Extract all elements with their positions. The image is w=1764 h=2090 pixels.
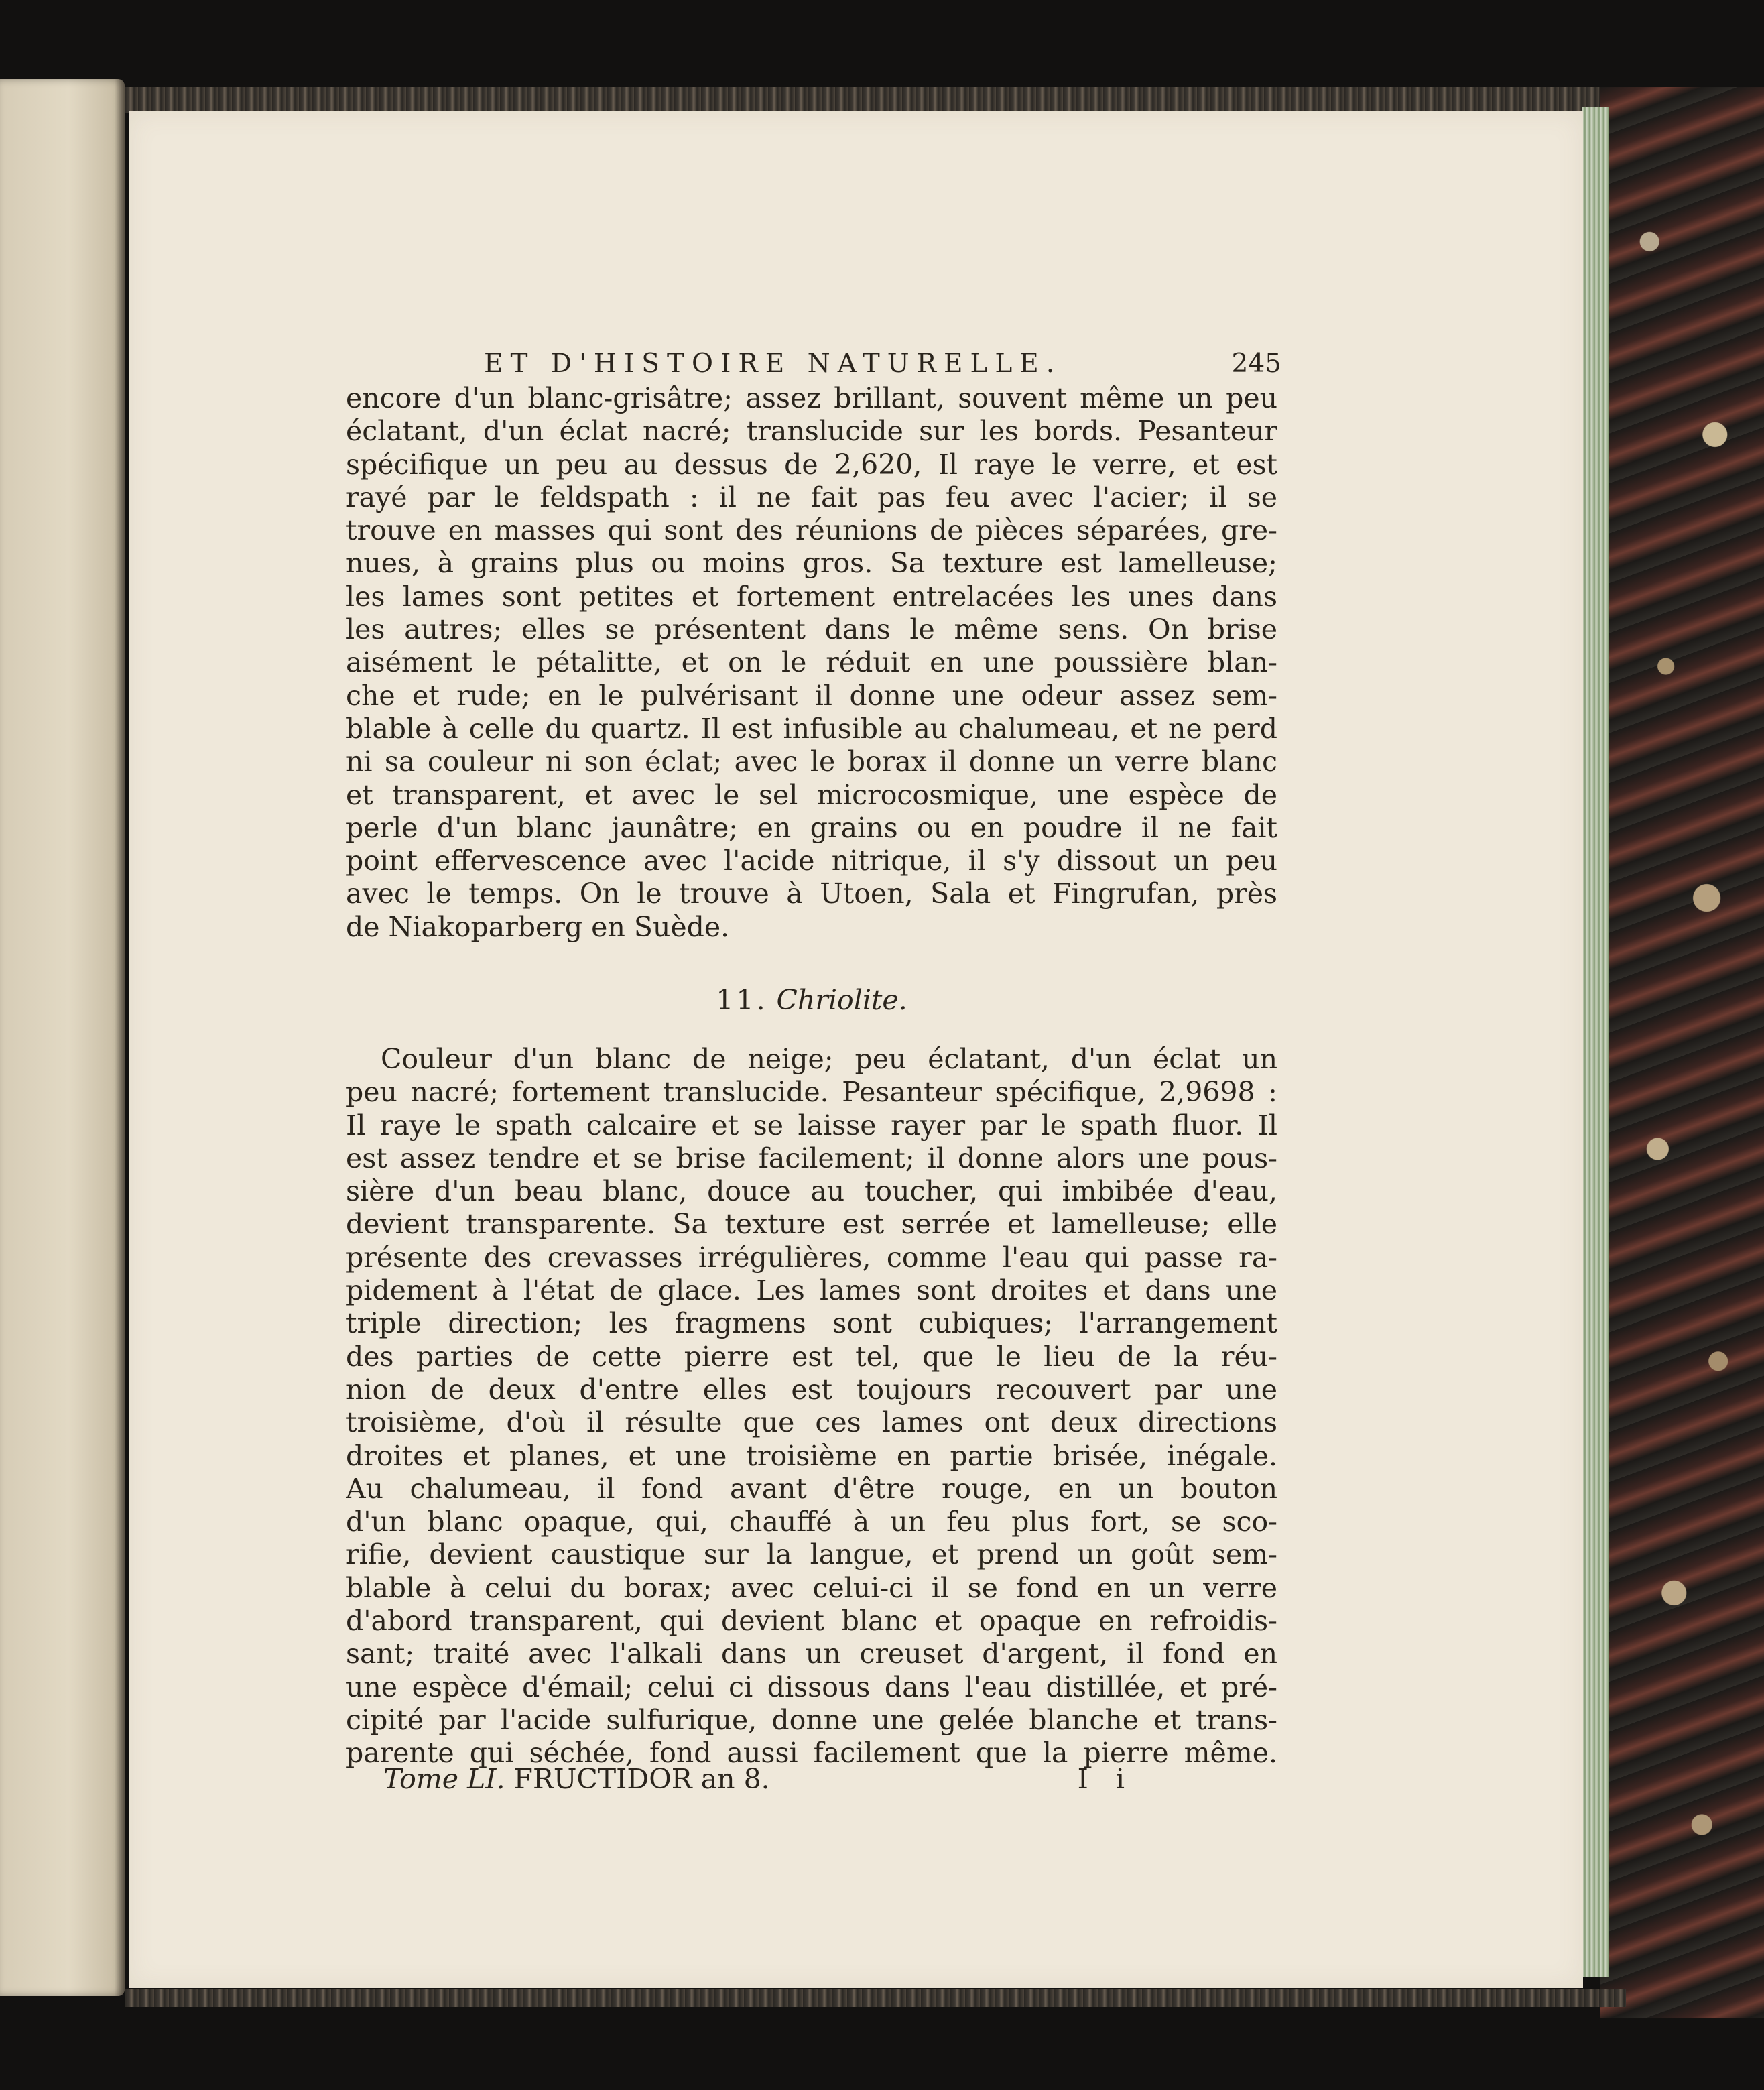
previous-page-edge — [0, 79, 125, 1996]
text-line: pidement à l'état de glace. Les lames sont droites et dans une — [346, 1274, 1277, 1307]
text-line: point effervescence avec l'acide nitrique, il s'y dissout un peu — [346, 845, 1277, 877]
text-line: d'un blanc opaque, qui, chauffé à un feu plus fort, se sco- — [346, 1505, 1277, 1538]
footer-issue: FRUCTIDOR an 8. — [513, 1763, 770, 1795]
text-line: et transparent, et avec le sel microcosmique, une espèce de — [346, 778, 1277, 811]
footer-imprint — [383, 1763, 770, 1795]
text-line: perle d'un blanc jaunâtre; en grains ou en poudre il ne fait — [346, 811, 1277, 844]
text-line: sière d'un beau blanc, douce au toucher, qui imbibée d'eau, — [346, 1175, 1277, 1208]
page-stack-edge — [1582, 107, 1609, 1977]
text-line: nion de deux d'entre elles est toujours recouvert par une — [346, 1373, 1277, 1406]
text-line: Couleur d'un blanc de neige; peu éclatant, d'un éclat un — [381, 1043, 1277, 1075]
section-title: Chriolite. — [776, 984, 907, 1016]
text-line: est assez tendre et se brise facilement; il donne alors une pous- — [346, 1142, 1277, 1174]
text-line: nues, à grains plus ou moins gros. Sa texture est lamelleuse; — [346, 547, 1277, 580]
text-line: cipité par l'acide sulfurique, donne une gelée blanche et trans- — [346, 1703, 1277, 1736]
text-line: troisième, d'où il résulte que ces lames ont deux directions — [346, 1406, 1277, 1439]
text-line: rayé par le feldspath : il ne fait pas feu avec l'acier; il se — [346, 481, 1277, 513]
text-line: aisément le pétalitte, et on le réduit en une poussière blan- — [346, 646, 1277, 679]
page-footer — [383, 1763, 1134, 1803]
text-line: devient transparente. Sa texture est serrée et lamelleuse; elle — [346, 1208, 1277, 1241]
footer-signature: I i — [1077, 1763, 1134, 1795]
text-line: parente qui séchée, fond aussi facilement que la pierre même. — [346, 1737, 1277, 1770]
text-line: triple direction; les fragmens sont cubiques; l'arrangement — [346, 1307, 1277, 1340]
text-line: des parties de cette pierre est tel, que le lieu de la réu- — [346, 1340, 1277, 1373]
text-line: che et rude; en le pulvérisant il donne une odeur assez sem- — [346, 679, 1277, 712]
text-line: droites et planes, et une troisième en partie brisée, inégale. — [346, 1439, 1277, 1472]
text-line: Au chalumeau, il fond avant d'être rouge, en un bouton — [346, 1472, 1277, 1505]
footer-volume: Tome LI. — [383, 1763, 505, 1795]
text-line: d'abord transparent, qui devient blanc et opaque en refroidis- — [346, 1605, 1277, 1638]
text-line: une espèce d'émail; celui ci dissous dans l'eau distillée, et pré- — [346, 1670, 1277, 1703]
text-line: sant; traité avec l'alkali dans un creuset d'argent, il fond en — [346, 1638, 1277, 1670]
text-line: avec le temps. On le trouve à Utoen, Sala et Fingrufan, près — [346, 877, 1277, 910]
text-line: éclatant, d'un éclat nacré; translucide sur les bords. Pesanteur — [346, 415, 1277, 448]
page-number: 245 — [1231, 349, 1281, 379]
paragraph-chriolite — [346, 1043, 1277, 1770]
running-title: ET D'HISTOIRE NATURELLE. — [484, 349, 1062, 379]
text-line: de Niakoparberg en Suède. — [346, 910, 730, 943]
text-line: spécifique un peu au dessus de 2,620, Il raye le verre, et est — [346, 448, 1277, 481]
text-line: blable à celui du borax; avec celui-ci il se fond en un verre — [346, 1571, 1277, 1604]
text-line: les lames sont petites et fortement entrelacées les unes dans — [346, 580, 1277, 613]
text-line: peu nacré; fortement translucide. Pesanteur spécifique, 2,9698 : — [346, 1076, 1277, 1109]
text-line: Il raye le spath calcaire et se laisse rayer par le spath fluor. Il — [346, 1109, 1277, 1142]
section-number: 11. — [716, 984, 768, 1016]
text-line: blable à celle du quartz. Il est infusible au chalumeau, et ne perd — [346, 712, 1277, 745]
binding-bottom-edge — [125, 1989, 1626, 2007]
marbled-edge — [1600, 87, 1764, 2018]
paragraph-petalite — [346, 382, 1277, 944]
text-line: présente des crevasses irrégulières, comme l'eau qui passe ra- — [346, 1241, 1277, 1274]
text-line: ni sa couleur ni son éclat; avec le borax il donne un verre blanc — [346, 745, 1277, 778]
text-line: les autres; elles se présentent dans le même sens. On brise — [346, 613, 1277, 646]
text-line: rifie, devient caustique sur la langue, et prend un goût sem- — [346, 1538, 1277, 1571]
text-line: trouve en masses qui sont des réunions de pièces séparées, gre- — [346, 514, 1277, 547]
section-heading — [346, 984, 1277, 1016]
text-line: encore d'un blanc-grisâtre; assez brillant, souvent même un peu — [346, 382, 1277, 414]
binding-top-edge — [125, 87, 1626, 113]
